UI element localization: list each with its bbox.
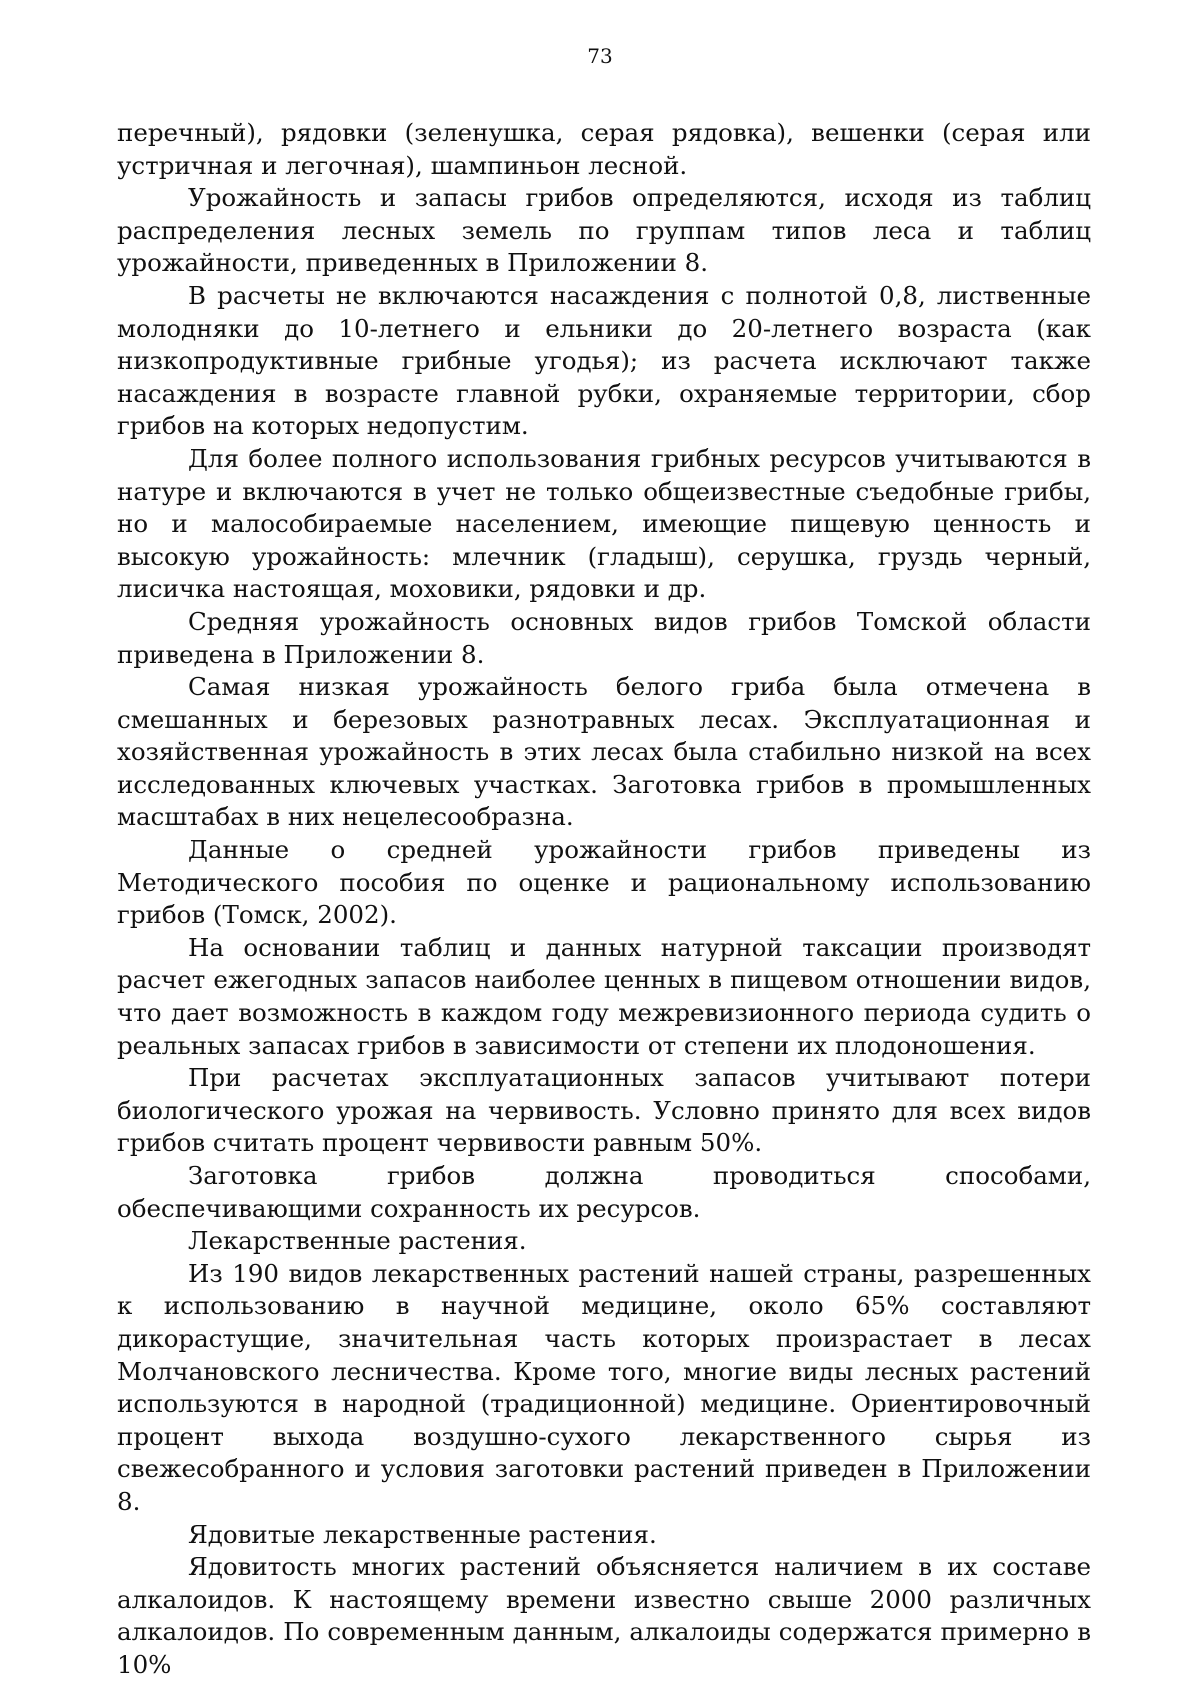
paragraph: Средняя урожайность основных видов грибов Томской области приведена в Приложении 8. xyxy=(117,606,1091,669)
paragraph: Ядовитость многих растений объясняется наличием в их составе алкалоидов. К настоящему времени известно свыше 2000 различных алкалоидов. По современным данным, алкалоиды содержатся примерно в 10% xyxy=(117,1552,1091,1679)
paragraph: Из 190 видов лекарственных растений нашей страны, разрешенных к использованию в научной медицине, около 65% составляют дикорастущие, значительная часть которых произрастает в лесах Молчановского лесничества. Кроме того, многие виды лесных растений используются в народной (традиционной) медицине. Ориентировочный процент выхода воздушно-сухого лекарственного сырья из свежесобранного и условия заготовки растений приведен в Приложении 8. xyxy=(117,1258,1091,1516)
paragraph: Урожайность и запасы грибов определяются, исходя из таблиц распределения лесных земель по группам типов леса и таблиц урожайности, приведенных в Приложении 8. xyxy=(117,183,1091,278)
paragraph: Самая низкая урожайность белого гриба была отмечена в смешанных и березовых разнотравных лесах. Эксплуатационная и хозяйственная урожайность в этих лесах была стабильно низкой на всех исследованных ключевых участках. Заготовка грибов в промышленных масштабах в них нецелесообразна. xyxy=(117,672,1091,832)
paragraph: На основании таблиц и данных натурной таксации производят расчет ежегодных запасов наиболее ценных в пищевом отношении видов, что дает возможность в каждом году межревизионного периода судить о реальных запасах грибов в зависимости от степени их плодоношения. xyxy=(117,932,1091,1060)
paragraph: Для более полного использования грибных ресурсов учитываются в натуре и включаются в учет не только общеизвестные съедобные грибы, но и малособираемые населением, имеющие пищевую ценность и высокую урожайность: млечник (гладыш), серушка, груздь черный, лисичка настоящая, моховики, рядовки и др. xyxy=(117,443,1091,604)
paragraph: Данные о средней урожайности грибов приведены из Методического пособия по оценке и рациональному использованию грибов (Томск, 2002). xyxy=(117,835,1091,930)
page-number: 73 xyxy=(587,44,613,68)
paragraph-continuation: перечный), рядовки (зеленушка, серая рядовка), вешенки (серая или устричная и легочная), шампиньон лесной. xyxy=(117,118,1091,180)
section-heading-poisonous-plants: Ядовитые лекарственные растения. xyxy=(188,1519,657,1549)
paragraph: В расчеты не включаются насаждения с полнотой 0,8, лиственные молодняки до 10-летнего и ельники до 20-летнего возраста (как низкопродуктивные грибные угодья); из расчета исключают также насаждения в возрасте главной рубки, охраняемые территории, сбор грибов на которых недопустим. xyxy=(117,280,1091,441)
paragraph: Заготовка грибов должна проводиться способами, обеспечивающими сохранность их ресурсов. xyxy=(117,1161,1091,1223)
section-heading-medicinal-plants: Лекарственные растения. xyxy=(188,1226,527,1256)
paragraph: При расчетах эксплуатационных запасов учитывают потери биологического урожая на червивость. Условно принято для всех видов грибов считать процент червивости равным 50%. xyxy=(117,1063,1091,1158)
document-body xyxy=(117,117,1091,1682)
